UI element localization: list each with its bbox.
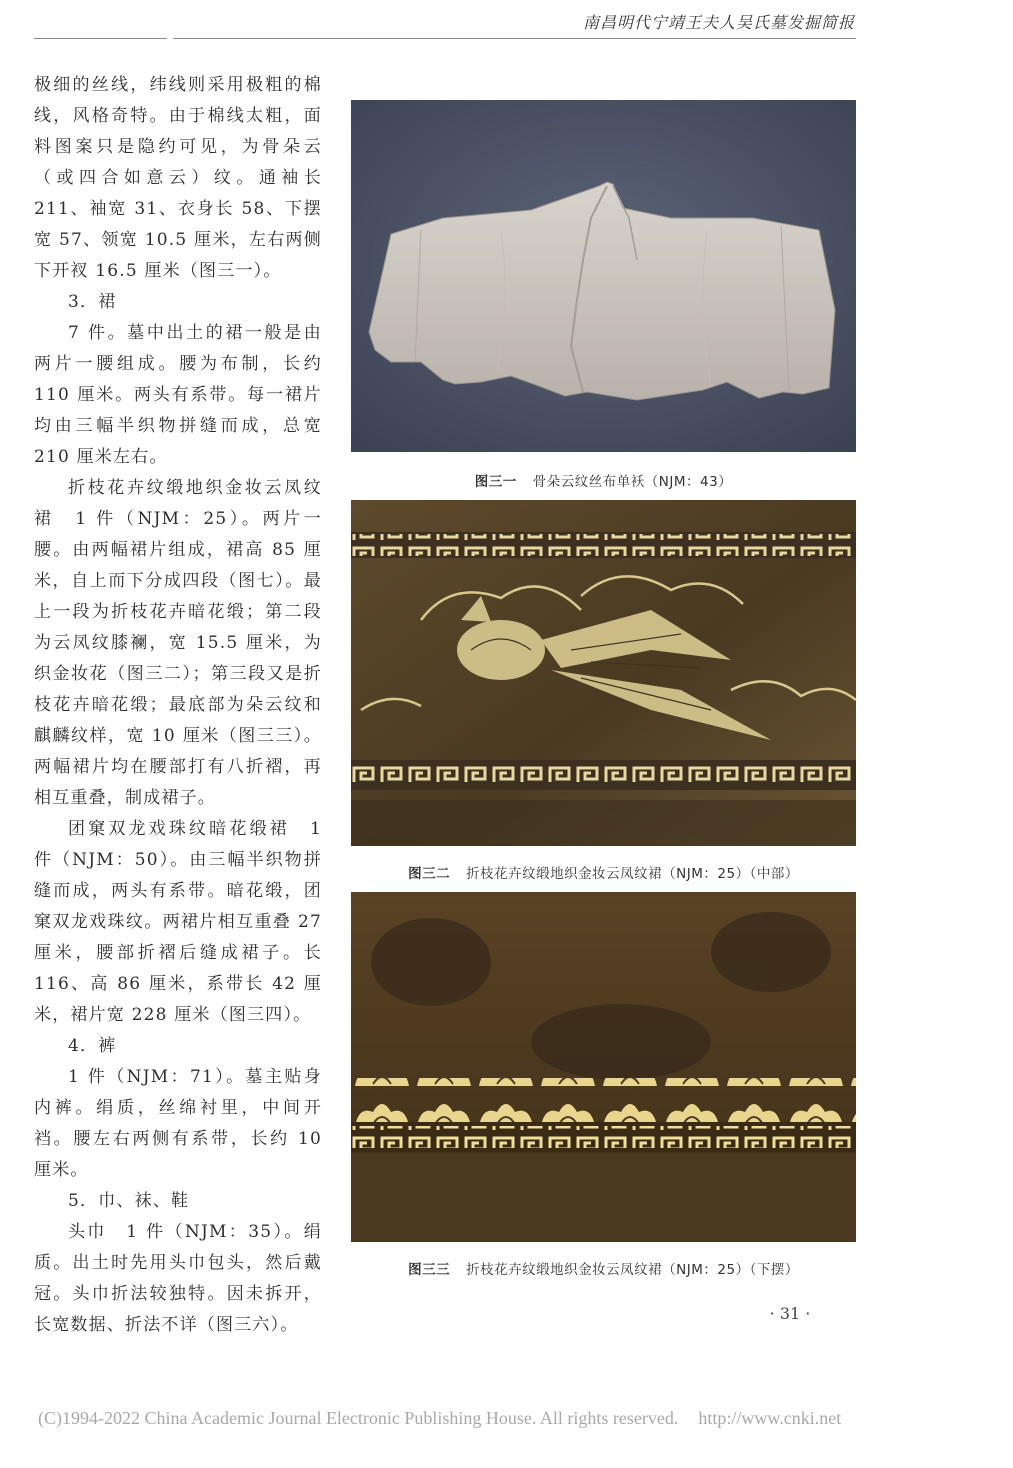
figure-caption-text-31: 骨朵云纹丝布单袄（NJM：43） xyxy=(532,474,733,490)
paragraph-skirt-njm50: 团窠双龙戏珠纹暗花缎裙 1 件（NJM：50）。由三幅半织物拼缝而成，两头有系带。暗花缎，团窠双龙戏珠纹。两裙片相互重叠 27 厘米，腰部折褶后缝成裙子。长 116、高 86 厘米，系带长 42 厘米，裙片宽 228 厘米（图三四）。 xyxy=(34,819,322,1025)
figure-caption-31 xyxy=(351,470,856,490)
body-text xyxy=(34,70,322,1341)
figure-caption-text-33: 折枝花卉纹缎地织金妆云凤纹裙（NJM：25）（下摆） xyxy=(466,1262,799,1278)
copyright-notice xyxy=(38,1408,998,1429)
section-heading-skirt: 3．裙 xyxy=(68,292,117,312)
figure-number-31: 图三一 xyxy=(474,474,517,490)
paragraph-headscarf: 头巾 1 件（NJM：35）。绢质。出土时先用头巾包头，然后戴冠。头巾折法较独特。因未拆开，长宽数据、折法不详（图三六）。 xyxy=(34,1222,322,1335)
figure-number-33: 图三三 xyxy=(408,1262,451,1278)
paragraph-jacket-desc: 极细的丝线，纬线则采用极粗的棉线，风格奇特。由于棉线太粗，面料图案只是隐约可见，为骨朵云（或四合如意云）纹。通袖长 211、袖宽 31、衣身长 58、下摆宽 57、领宽 10.5 厘米，左右两侧下开衩 16.5 厘米（图三一）。 xyxy=(34,75,322,281)
figure-jacket-photo xyxy=(351,100,856,452)
paragraph-skirt-njm25: 折枝花卉纹缎地织金妆云凤纹裙 1 件（NJM：25）。两片一腰。由两幅裙片组成，裙高 85 厘米，自上而下分成四段（图七）。最上一段为折枝花卉暗花缎；第二段为云凤纹膝襕，宽 15.5 厘米，为织金妆花（图三二）；第三段又是折枝花卉暗花缎；最底部为朵云纹和麒麟纹样，宽 10 厘米（图三三）。两幅裙片均在腰部打有八折褶，再相互重叠，制成裙子。 xyxy=(34,478,322,808)
figure-caption-text-32: 折枝花卉纹缎地织金妆云凤纹裙（NJM：25）（中部） xyxy=(466,866,799,882)
figure-number-32: 图三二 xyxy=(408,866,451,882)
page-number: · 31 · xyxy=(769,1304,811,1323)
section-heading-trousers: 4．裤 xyxy=(68,1036,117,1056)
paragraph-trousers: 1 件（NJM：71）。墓主贴身内裤。绢质，丝绵衬里，中间开裆。腰左右两侧有系带，长约 10 厘米。 xyxy=(34,1067,322,1180)
copyright-text: (C)1994-2022 China Academic Journal Electronic Publishing House. All rights reserved. xyxy=(38,1408,679,1428)
running-title: 南昌明代宁靖王夫人吴氏墓发掘简报 xyxy=(582,13,855,32)
header-rule xyxy=(34,38,856,39)
figure-caption-33 xyxy=(351,1258,856,1278)
section-heading-accessories: 5．巾、袜、鞋 xyxy=(68,1191,190,1211)
figure-caption-32 xyxy=(351,862,856,882)
figure-phoenix-brocade-photo xyxy=(351,500,856,846)
paragraph-skirt-intro: 7 件。墓中出土的裙一般是由两片一腰组成。腰为布制，长约 110 厘米。两头有系带。每一裙片均由三幅半织物拼缝而成，总宽 210 厘米左右。 xyxy=(34,323,322,467)
figure-hem-brocade-photo xyxy=(351,892,856,1242)
cnki-url: http://www.cnki.net xyxy=(698,1408,842,1428)
